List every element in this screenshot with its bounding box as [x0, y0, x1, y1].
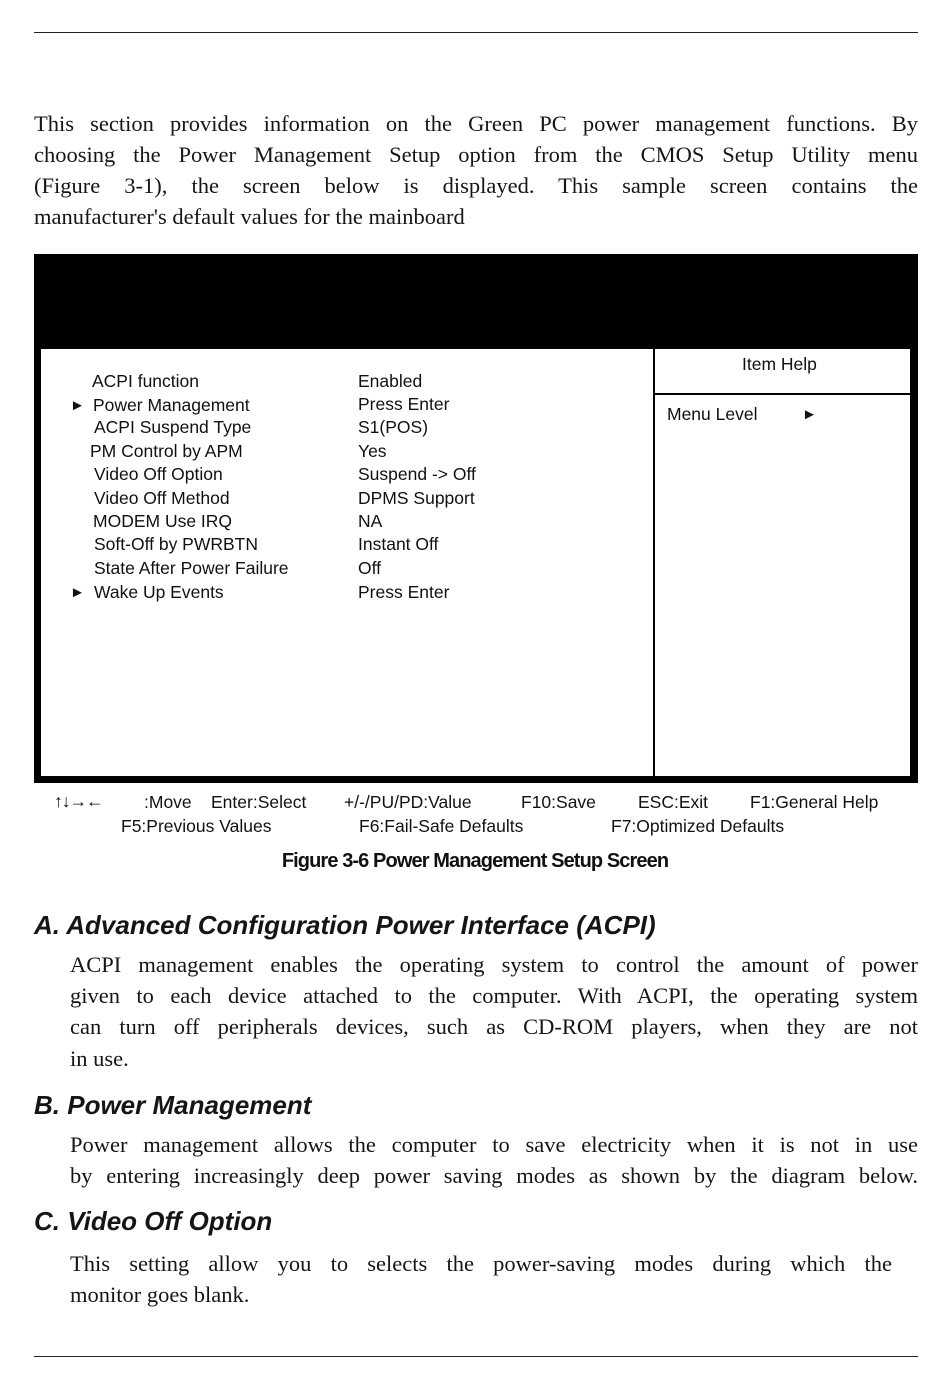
figure-caption: Figure 3-6 Power Management Setup Screen [281, 850, 669, 872]
legend-value: +/-/PU/PD:Value [344, 792, 472, 812]
menu-item-acpi-suspend-type[interactable] [94, 417, 251, 437]
help-panel-divider [653, 349, 655, 776]
legend-optimized-defaults: F7:Optimized Defaults [611, 816, 785, 836]
menu-item-value[interactable]: Suspend -> Off [358, 464, 476, 484]
menu-item-value[interactable]: Press Enter [358, 582, 450, 602]
menu-level-arrow-icon: ► [802, 406, 817, 423]
legend-general-help: F1:General Help [750, 792, 879, 812]
section-heading-acpi: A. Advanced Configuration Power Interface (ACPI) [34, 910, 656, 940]
menu-item-modem-use-irq[interactable] [93, 511, 232, 531]
body-line: This setting allow you to selects the power-saving modes during which the [70, 1251, 892, 1276]
menu-item-label: PM Control by APM [90, 441, 243, 461]
legend-enter-select: Enter:Select [211, 792, 307, 812]
menu-item-label: Power Management [93, 395, 250, 415]
menu-item-label: Video Off Method [94, 488, 230, 508]
menu-item-wake-up-events[interactable] [94, 582, 224, 602]
legend-arrow-keys-icon: ↑↓→← [54, 791, 103, 811]
section-body-video-off-option [70, 1248, 892, 1310]
section-body-acpi [70, 949, 918, 1075]
legend-previous-values: F5:Previous Values [121, 816, 272, 836]
intro-line: This section provides information on the Green PC power management functions. By [34, 111, 918, 136]
menu-item-value[interactable]: Enabled [358, 371, 423, 391]
menu-item-video-off-option[interactable] [94, 464, 223, 484]
intro-paragraph [34, 108, 918, 232]
body-line: Power management allows the computer to save electricity when it is not in use [70, 1132, 918, 1157]
body-line: by entering increasingly deep power saving modes as shown by the diagram below. [70, 1163, 918, 1188]
legend-save: F10:Save [521, 792, 596, 812]
legend-fail-safe-defaults: F6:Fail-Safe Defaults [359, 816, 524, 836]
body-line: in use. [70, 1046, 129, 1071]
menu-item-label: MODEM Use IRQ [93, 511, 233, 531]
menu-item-label: Soft-Off by PWRBTN [94, 534, 259, 554]
section-heading-video-off-option: C. Video Off Option [34, 1206, 273, 1236]
submenu-arrow-icon: ► [70, 397, 85, 414]
body-line: ACPI management enables the operating system to control the amount of power [70, 952, 918, 977]
menu-item-value[interactable]: S1(POS) [358, 417, 429, 437]
menu-item-soft-off-by-pwrbtn[interactable] [94, 534, 258, 554]
menu-item-label: ACPI function [92, 371, 199, 391]
menu-item-label: ACPI Suspend Type [94, 417, 252, 437]
menu-item-power-management[interactable] [93, 395, 250, 415]
help-panel-separator [655, 393, 910, 395]
menu-item-value[interactable]: Off [358, 558, 382, 578]
bottom-rule [34, 1356, 918, 1357]
section-heading-power-management: B. Power Management [34, 1090, 312, 1120]
intro-line: choosing the Power Management Setup option from the CMOS Setup Utility menu [34, 142, 918, 167]
section-body-power-management [70, 1129, 918, 1191]
menu-item-value[interactable]: Instant Off [358, 534, 439, 554]
menu-item-value[interactable]: DPMS Support [358, 488, 475, 508]
menu-item-label: Wake Up Events [94, 582, 224, 602]
menu-item-label: Video Off Option [94, 464, 223, 484]
item-help-title: Item Help [742, 354, 817, 374]
menu-item-value[interactable]: Yes [358, 441, 387, 461]
submenu-arrow-icon: ► [70, 584, 85, 601]
body-line: monitor goes blank. [70, 1282, 250, 1307]
menu-item-acpi-function[interactable] [92, 371, 199, 391]
menu-item-pm-control-by-apm[interactable] [90, 441, 243, 461]
intro-line: (Figure 3-1), the screen below is displayed. This sample screen contains the [34, 173, 918, 198]
body-line: can turn off peripherals devices, such as CD-ROM players, when they are not [70, 1014, 918, 1039]
menu-item-value[interactable]: NA [358, 511, 383, 531]
body-line: given to each device attached to the computer. With ACPI, the operating system [70, 983, 918, 1008]
menu-item-label: State After Power Failure [94, 558, 289, 578]
menu-item-state-after-power-failure[interactable] [94, 558, 289, 578]
legend-exit: ESC:Exit [638, 792, 709, 812]
menu-level-label: Menu Level [667, 404, 758, 424]
legend-move: :Move [144, 792, 192, 812]
intro-line: manufacturer's default values for the mainboard [34, 204, 465, 229]
menu-item-value[interactable]: Press Enter [358, 394, 450, 414]
menu-item-video-off-method[interactable] [94, 488, 230, 508]
top-rule [34, 32, 918, 33]
